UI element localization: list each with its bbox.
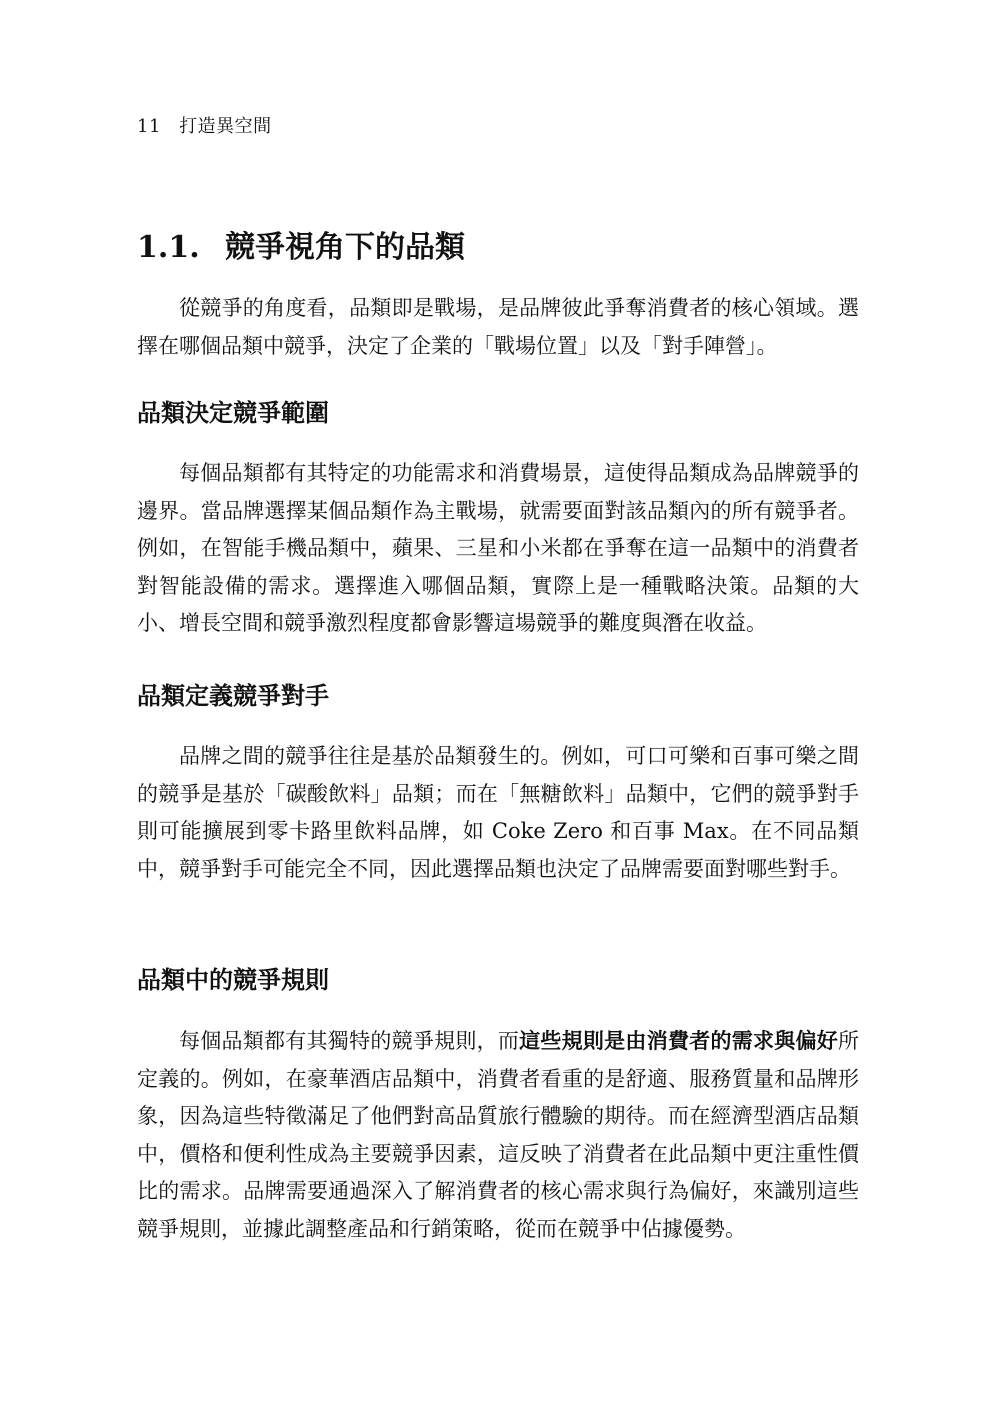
- running-header: [137, 112, 272, 138]
- scope-paragraph: 每個品類都有其特定的功能需求和消費場景，這使得品類成為品牌競爭的邊界。當品牌選擇某個品類作為主戰場，就需要面對該品類內的所有競爭者。例如，在智能手機品類中，蘋果、三星和小米都在爭奪在這一品類中的消費者對智能設備的需求。選擇進入哪個品類，實際上是一種戰略決策。品類的大小、增長空間和競爭激烈程度都會影響這場競爭的難度與潛在收益。: [137, 461, 859, 636]
- intro-paragraph-block: [137, 290, 859, 365]
- competitors-paragraph: 品牌之間的競爭往往是基於品類發生的。例如，可口可樂和百事可樂之間的競爭是基於「碳酸飲料」品類；而在「無糖飲料」品類中，它們的競爭對手則可能擴展到零卡路里飲料品牌，如 Coke Zero 和百事 Max。在不同品類中，競爭對手可能完全不同，因此選擇品類也決定了品牌需要面對哪些對手。: [137, 744, 859, 881]
- subheading-competitors: 品類定義競爭對手: [137, 681, 329, 710]
- scope-paragraph-block: [137, 455, 859, 643]
- section-title: [137, 222, 465, 266]
- rules-paragraph: [137, 1022, 859, 1249]
- subheading-scope: 品類決定競爭範圍: [137, 398, 329, 427]
- competitors-paragraph-block: [137, 738, 859, 888]
- section-heading: 競爭視角下的品類: [225, 230, 465, 265]
- subheading-rules: 品類中的競爭規則: [137, 965, 329, 994]
- rules-text-bold: 這些規則是由消費者的需求與偏好: [519, 1028, 839, 1053]
- section-number: 1.1.: [137, 230, 200, 265]
- rules-paragraph-block: [137, 1022, 859, 1249]
- rules-text-before: 每個品類都有其獨特的競爭規則，而: [179, 1029, 520, 1053]
- rules-text-after: 所定義的。例如，在豪華酒店品類中，消費者看重的是舒適、服務質量和品牌形象，因為這些特徵滿足了他們對高品質旅行體驗的期待。而在經濟型酒店品類中，價格和便利性成為主要競爭因素，這反映了消費者在此品類中更注重性價比的需求。品牌需要通過深入了解消費者的核心需求與行為偏好，來識別這些競爭規則，並據此調整產品和行銷策略，從而在競爭中佔據優勢。: [137, 1029, 860, 1241]
- intro-paragraph: 從競爭的角度看，品類即是戰場，是品牌彼此爭奪消費者的核心領域。選擇在哪個品類中競爭，決定了企業的「戰場位置」以及「對手陣營」。: [137, 296, 859, 358]
- page-number: 11: [137, 116, 161, 137]
- chapter-title: 打造異空間: [179, 116, 272, 137]
